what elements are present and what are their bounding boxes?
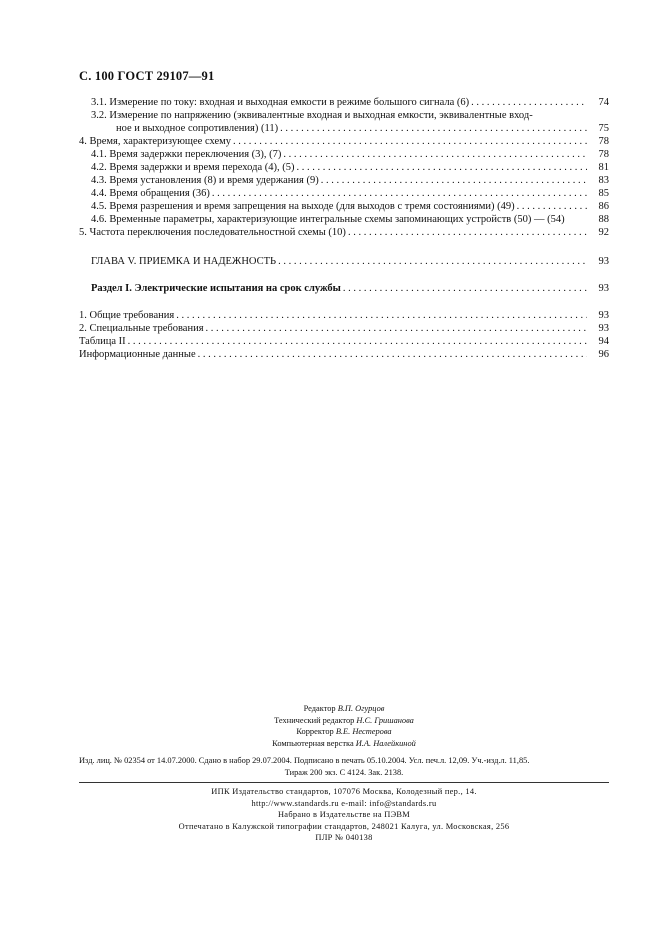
editor-line — [79, 703, 609, 715]
toc-row — [79, 348, 609, 361]
toc-page-number: 75 — [598, 123, 609, 134]
toc-page-number: 88 — [598, 214, 609, 225]
toc-page-number: 86 — [598, 201, 609, 212]
toc-page-number: 85 — [598, 188, 609, 199]
toc-leader-dots — [176, 310, 587, 322]
toc-row — [79, 335, 609, 348]
toc-entry-text: 3.2. Измерение по напряжению (эквивалентные входная и выходная емкости, эквивалентные вход- — [91, 110, 533, 121]
toc-row — [79, 200, 609, 213]
toc-row — [79, 187, 609, 200]
corrector-name: В.Е. Нестерова — [335, 727, 392, 736]
toc-leader-dots — [128, 336, 587, 348]
toc-page-number: 94 — [598, 336, 609, 347]
toc-entry-text: Таблица II — [79, 336, 126, 347]
toc-row — [79, 174, 609, 187]
toc-page-number: 81 — [598, 162, 609, 173]
toc-gap — [79, 268, 609, 282]
toc-entry-text: 4.2. Время задержки и время перехода (4), (5) — [91, 162, 295, 173]
toc-entry-text: Информационные данные — [79, 349, 196, 360]
toc-row — [79, 96, 609, 109]
toc-entry-text: 4.6. Временные параметры, характеризующие интегральные схемы запоминающих устройств (50) — (54) — [91, 214, 565, 225]
toc-gap — [79, 239, 609, 255]
toc-page-number: 93 — [598, 256, 609, 267]
toc-leader-dots — [296, 162, 587, 174]
toc-row — [79, 322, 609, 335]
license-number: ПЛР № 040138 — [315, 833, 373, 842]
toc-leader-dots — [278, 256, 587, 268]
toc-leader-dots — [212, 188, 587, 200]
toc-entry-text: ное и выходное сопротивления) (11) — [116, 123, 279, 134]
typeset-note: Набрано в Издательстве на ПЭВМ — [277, 810, 411, 819]
editor-role: Редактор — [303, 704, 336, 713]
toc-page-number: 78 — [598, 136, 609, 147]
corrector-role: Корректор — [296, 727, 334, 736]
toc-row — [79, 309, 609, 322]
toc-page-number: 93 — [598, 283, 609, 294]
toc-row — [79, 213, 609, 226]
toc-entry-text: Раздел I. Электрические испытания на срок службы — [91, 283, 341, 294]
toc-entry-text: ГЛАВА V. ПРИЕМКА И НАДЕЖНОСТЬ — [91, 256, 277, 267]
publisher-web: http://www.standards.ru e-mail: info@standards.ru — [251, 798, 437, 808]
toc-leader-dots — [206, 323, 587, 335]
toc-row — [79, 161, 609, 174]
toc-row — [79, 148, 609, 161]
publication-info-line-2: Тираж 200 экз. С 4124. Зак. 2138. — [284, 767, 404, 777]
tech-editor-line — [79, 715, 609, 727]
toc-entry-text: 4.3. Время установления (8) и время удержания (9) — [91, 175, 319, 186]
toc-page-number: 96 — [598, 349, 609, 360]
toc-entry-text: 4. Время, характеризующее схему — [79, 136, 232, 147]
toc-leader-dots — [348, 227, 587, 239]
tech-editor-role: Технический редактор — [274, 715, 355, 725]
toc-entry-text: 1. Общие требования — [79, 310, 175, 321]
toc-leader-dots — [283, 149, 587, 161]
toc-page-number: 74 — [598, 97, 609, 108]
toc-leader-dots — [280, 123, 587, 135]
toc-row — [79, 135, 609, 148]
toc-row — [79, 122, 609, 135]
toc-leader-dots — [471, 97, 587, 109]
layout-name: И.А. Налейкиной — [355, 738, 416, 748]
toc-entry-text: 4.5. Время разрешения и время запрещения на выходе (для выходов с тремя состояниями) (49) — [91, 201, 515, 212]
toc-leader-dots — [198, 349, 587, 361]
layout-role: Компьютерная верстка — [272, 738, 354, 748]
toc-entry-text: 4.4. Время обращения (36) — [91, 188, 210, 199]
corrector-line — [79, 726, 609, 738]
layout-line — [79, 738, 609, 750]
toc-leader-dots — [517, 201, 587, 213]
table-of-contents — [79, 96, 609, 361]
imprint — [79, 703, 609, 844]
tech-editor-name: Н.С. Гришанова — [356, 715, 414, 725]
publisher-address: ИПК Издательство стандартов, 107076 Москва, Колодезный пер., 14. — [211, 787, 477, 796]
toc-row — [79, 226, 609, 239]
toc-row — [79, 255, 609, 268]
toc-leader-dots — [343, 283, 587, 295]
toc-entry-text: 5. Частота переключения последовательностной схемы (10) — [79, 227, 346, 238]
page-header: С. 100 ГОСТ 29107—91 — [79, 69, 215, 83]
toc-page-number: 92 — [598, 227, 609, 238]
divider — [79, 782, 609, 783]
printed-note: Отпечатано в Калужской типографии стандартов, 248021 Калуга, ул. Московская, 256 — [178, 821, 510, 831]
toc-entry-text: 4.1. Время задержки переключения (3), (7) — [91, 149, 282, 160]
editor-name: В.П. Огурцов — [337, 704, 385, 713]
publication-info-line-1: Изд. лиц. № 02354 от 14.07.2000. Сдано в набор 29.07.2004. Подписано в печать 05.10.2004. Усл. печ.л. 12,09. Уч.-изд.л. 11,85. — [79, 756, 530, 765]
toc-row — [79, 109, 609, 122]
toc-entry-text: 2. Специальные требования — [79, 323, 204, 334]
toc-page-number: 78 — [598, 149, 609, 160]
toc-gap — [79, 295, 609, 309]
toc-leader-dots — [321, 175, 587, 187]
toc-entry-text: 3.1. Измерение по току: входная и выходная емкости в режиме большого сигнала (6) — [91, 97, 470, 108]
toc-leader-dots — [233, 136, 587, 148]
toc-page-number: 93 — [598, 323, 609, 334]
toc-row — [79, 282, 609, 295]
toc-page-number: 93 — [598, 310, 609, 321]
toc-page-number: 83 — [598, 175, 609, 186]
